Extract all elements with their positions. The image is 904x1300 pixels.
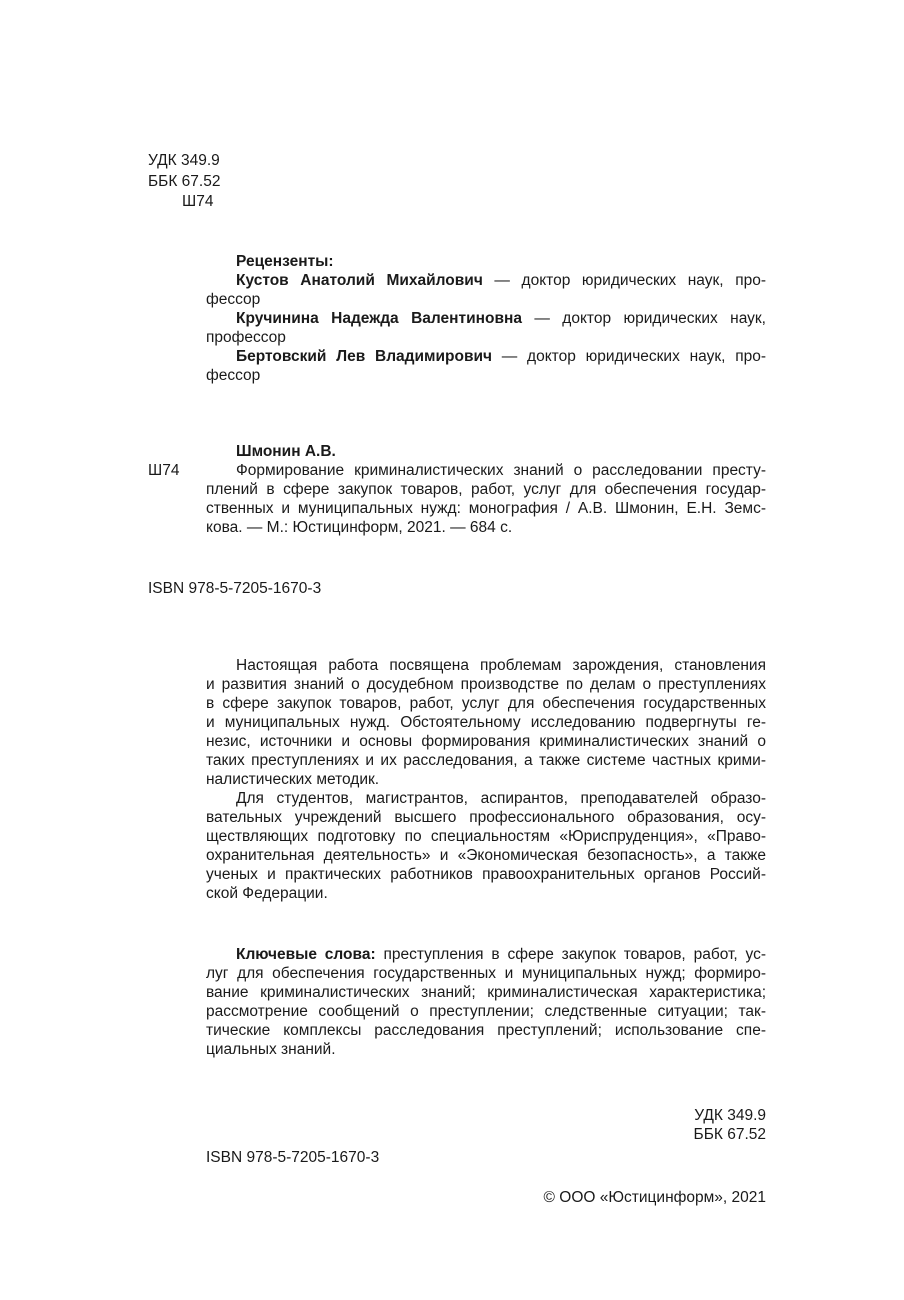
reviewer-3-desc-cont: фессор bbox=[206, 367, 261, 384]
reviewers-heading: Рецензенты: bbox=[236, 253, 334, 270]
keywords-line: циальных знаний. bbox=[206, 1041, 336, 1058]
reviewer-2 bbox=[236, 309, 766, 328]
keywords-first-line bbox=[236, 945, 766, 964]
reviewer-3-name: Бертовский Лев Владимирович bbox=[236, 348, 493, 365]
reviewer-3-desc: — доктор юридических наук, про- bbox=[492, 348, 767, 365]
footer-isbn: ISBN 978-5-7205-1670-3 bbox=[206, 1149, 380, 1166]
isbn-top: ISBN 978-5-7205-1670-3 bbox=[148, 580, 322, 597]
reviewer-2-name: Кручинина Надежда Валентиновна bbox=[236, 310, 522, 327]
keywords-line: вание криминалистических знаний; криминалистическая характеристика; bbox=[206, 984, 766, 1001]
audience-line: Для студентов, магистрантов, аспирантов, преподавателей образо- bbox=[236, 790, 766, 807]
book-author: Шмонин А.В. bbox=[236, 443, 336, 460]
reviewer-2-desc: — доктор юридических наук, bbox=[521, 310, 766, 327]
abstract-line: незис, источники и основы формирования криминалистических знаний о bbox=[206, 733, 766, 750]
audience-line: ществляющих подготовку по специальностям «Юриспруденция», «Право- bbox=[206, 828, 766, 845]
audience-line: вательных учреждений высшего профессионального образования, осу- bbox=[206, 809, 766, 826]
author-sign: Ш74 bbox=[182, 193, 214, 210]
reviewer-3 bbox=[236, 347, 766, 366]
reviewer-1-name: Кустов Анатолий Михайлович bbox=[236, 272, 483, 289]
udk-code: УДК 349.9 bbox=[148, 152, 220, 169]
bbk-code: ББК 67.52 bbox=[148, 173, 221, 190]
book-author-sign: Ш74 bbox=[148, 462, 180, 479]
abstract-line: Настоящая работа посвящена проблемам зарождения, становления bbox=[236, 657, 766, 674]
abstract-line: и развития знаний о досудебном производстве по делам о преступлениях bbox=[206, 676, 766, 693]
reviewer-2-desc-cont: профессор bbox=[206, 329, 286, 346]
footer-bbk: ББК 67.52 bbox=[693, 1126, 766, 1143]
reviewer-1-desc: — доктор юридических наук, про- bbox=[482, 272, 766, 289]
keywords-label: Ключевые слова: bbox=[236, 946, 376, 963]
keywords-line: луг для обеспечения государственных и муниципальных нужд; формиро- bbox=[206, 965, 766, 982]
abstract-line: и муниципальных нужд. Обстоятельному исследованию подвергнуты ге- bbox=[206, 714, 766, 731]
biblio-line: кова. — М.: Юстицинформ, 2021. — 684 с. bbox=[206, 519, 513, 536]
audience-line: ской Федерации. bbox=[206, 885, 328, 902]
reviewer-1-desc-cont: фессор bbox=[206, 291, 261, 308]
footer-udk: УДК 349.9 bbox=[694, 1107, 766, 1124]
biblio-line: Формирование криминалистических знаний о расследовании престу- bbox=[236, 462, 766, 479]
audience-line: ученых и практических работников правоохранительных органов Россий- bbox=[206, 866, 766, 883]
biblio-line: ственных и муниципальных нужд: монография / А.В. Шмонин, Е.Н. Земс- bbox=[206, 500, 766, 517]
reviewer-1 bbox=[236, 271, 766, 290]
copyright: © ООО «Юстицинформ», 2021 bbox=[543, 1189, 766, 1206]
keywords-line: рассмотрение сообщений о преступлении; следственные ситуации; так- bbox=[206, 1003, 766, 1020]
audience-line: охранительная деятельность» и «Экономическая безопасность», а также bbox=[206, 847, 766, 864]
abstract-line: налистических методик. bbox=[206, 771, 380, 788]
keywords-text: преступления в сфере закупок товаров, работ, ус- bbox=[375, 946, 766, 963]
abstract-line: в сфере закупок товаров, работ, услуг для обеспечения государственных bbox=[206, 695, 766, 712]
biblio-line: плений в сфере закупок товаров, работ, услуг для обеспечения государ- bbox=[206, 481, 766, 498]
abstract-line: таких преступлениях и их расследования, а также системе частных крими- bbox=[206, 752, 766, 769]
keywords-line: тические комплексы расследования преступлений; использование спе- bbox=[206, 1022, 766, 1039]
